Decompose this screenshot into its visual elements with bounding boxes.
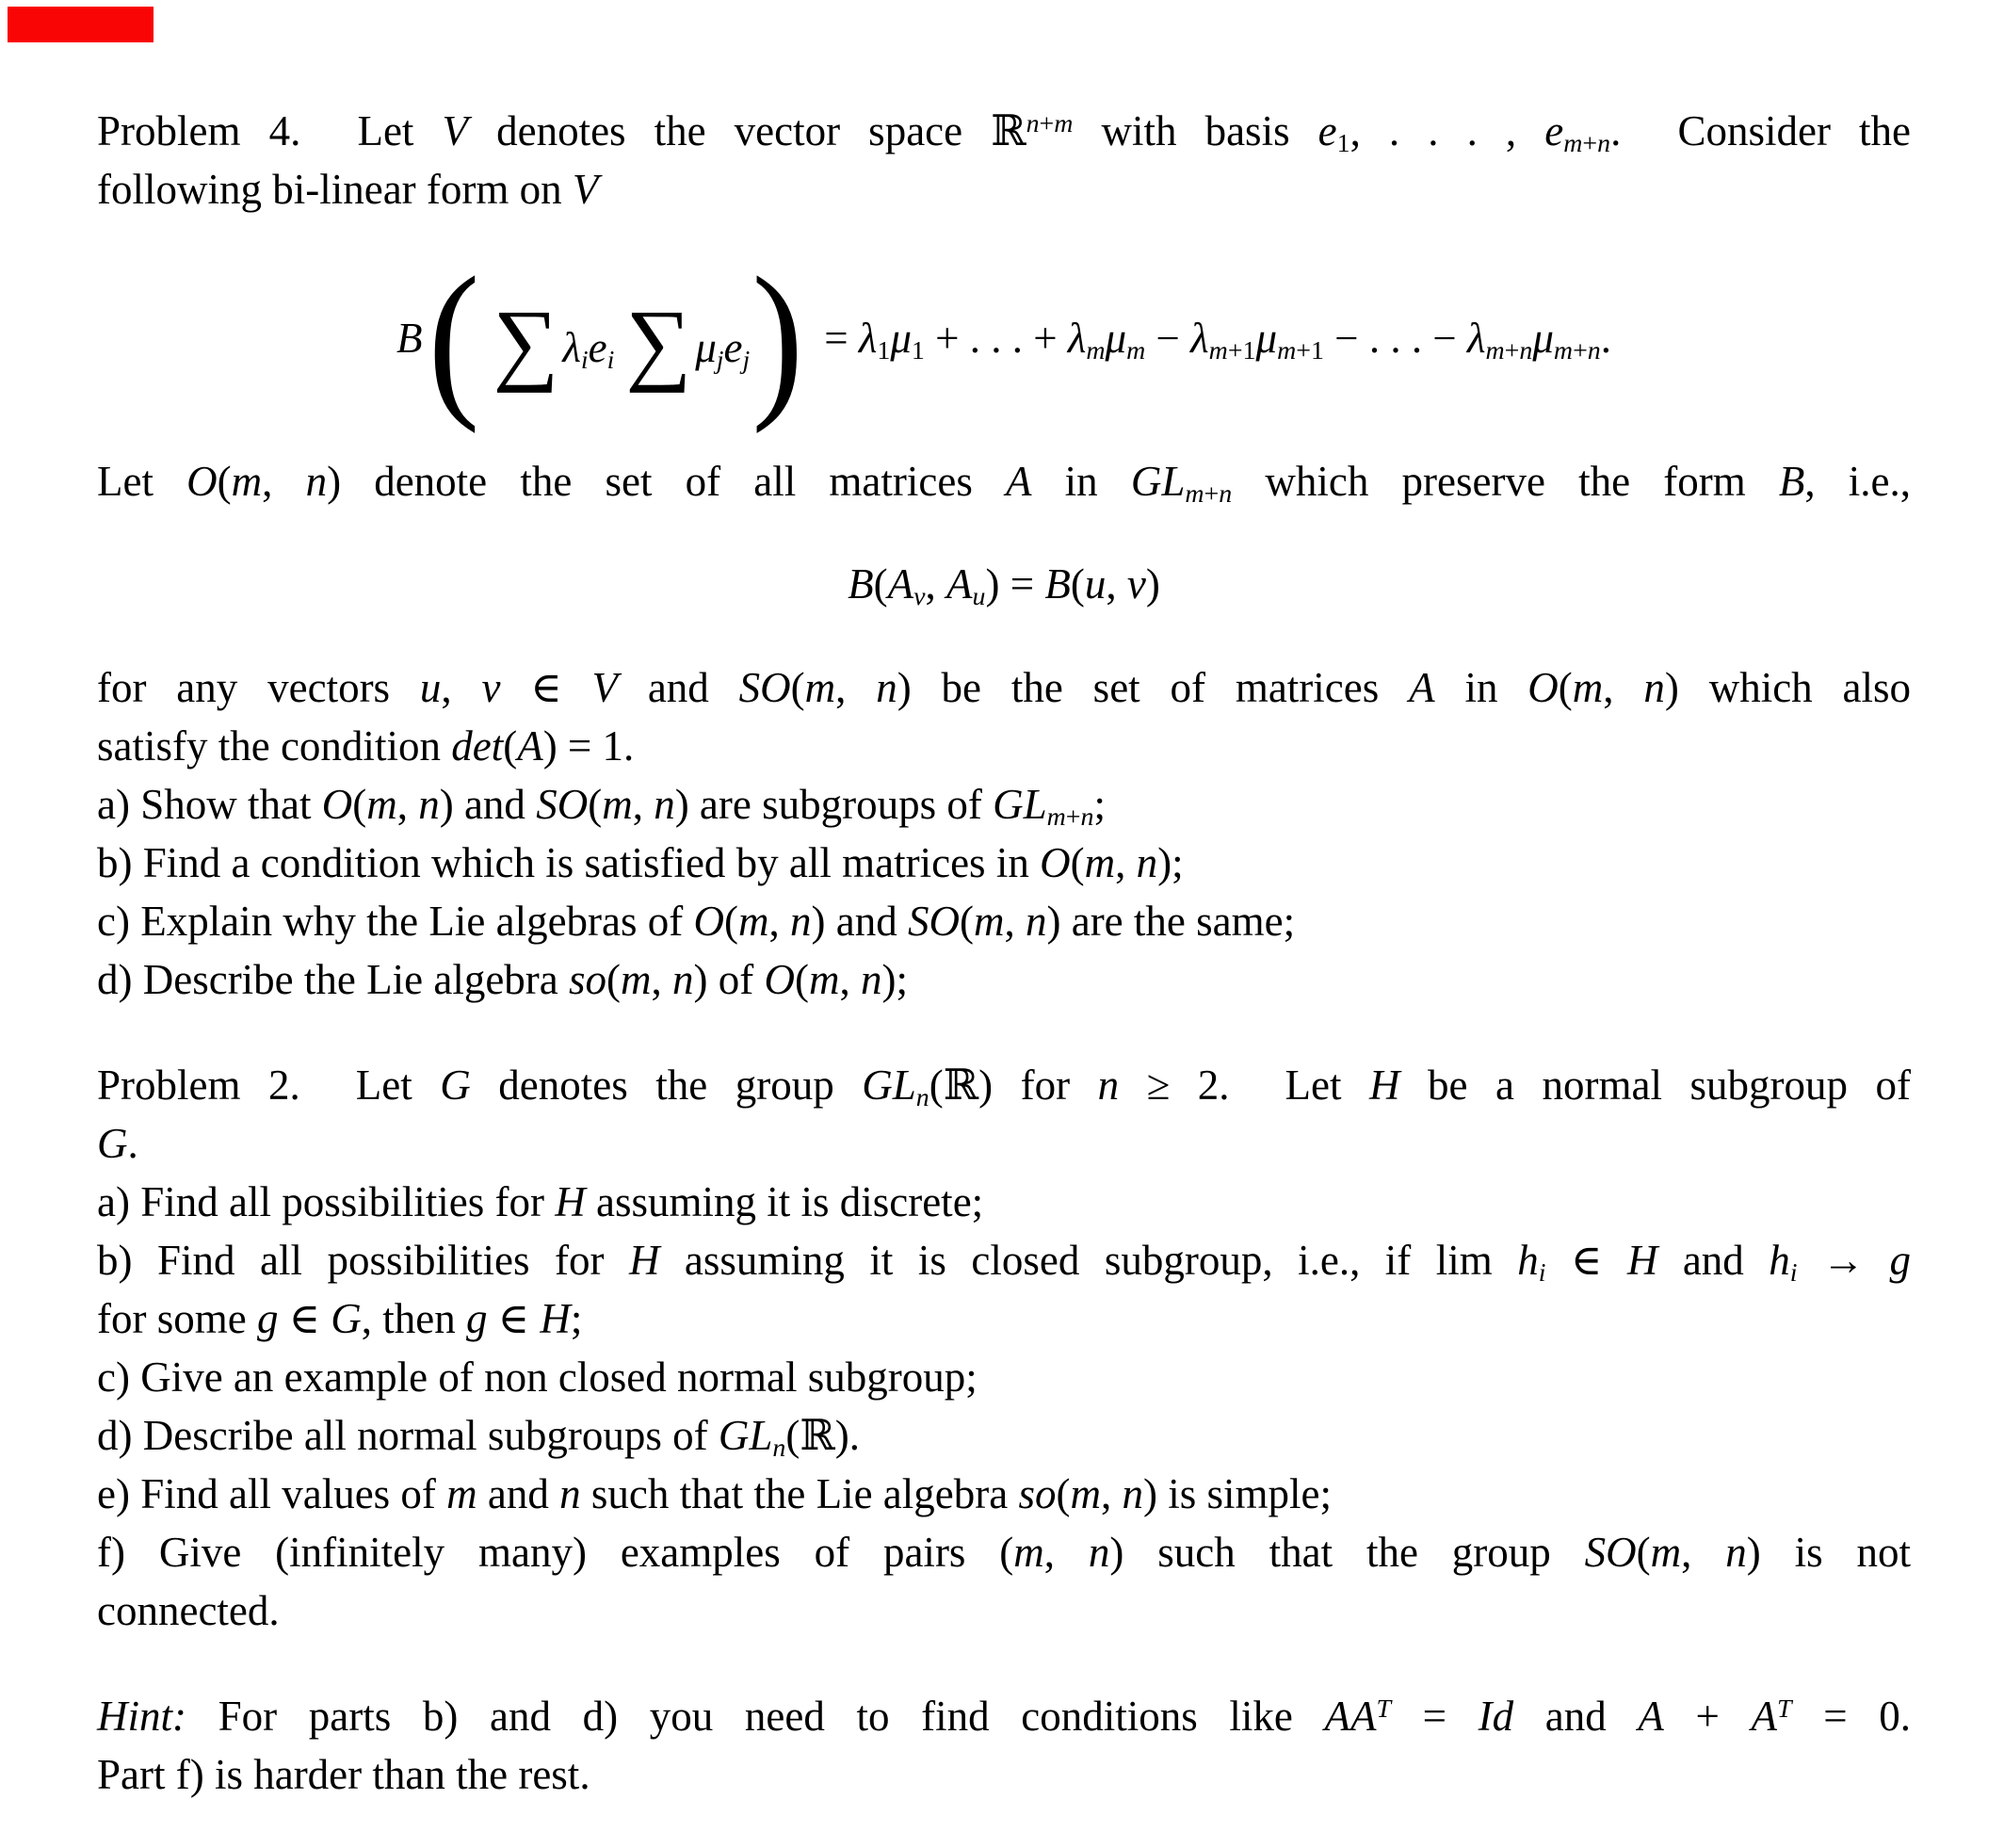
- problem2-item-f-line1: f) Give (infinitely many) examples of pairs (m, n) such that the group SO(m, n) is not: [97, 1529, 1912, 1576]
- problem2-item-c: c) Give an example of non closed normal subgroup;: [97, 1354, 978, 1401]
- hint-line1: Hint: For parts b) and d) you need to find conditions like $AA^T = Id$ and $A + A^T = 0$.: [97, 1693, 1911, 1740]
- big-open-paren: (: [428, 240, 480, 434]
- problem4-omn-line: Let O(m, n) denote the set of all matrices A in $GL_{m+n}$ which preserve the form B, i.e.,: [97, 458, 1912, 509]
- problem2-item-e: e) Find all values of m and n such that the Lie algebra so(m, n) is simple;: [97, 1470, 1332, 1517]
- problem4-item-b: b) Find a condition which is satisfied by all matrices in O(m, n);: [97, 839, 1184, 886]
- problem2-intro-line1: Problem 2. Let G denotes the group $GL_n(ℝ)$ for n ≥ 2. Let H be a normal subgroup of: [97, 1062, 1911, 1112]
- problem4-item-a: a) Show that O(m, n) and SO(m, n) are subgroups of $GL_{m+n}$;: [97, 781, 1106, 832]
- problem2-item-f-line2: connected.: [97, 1587, 280, 1634]
- problem2-item-b-line2: for some g ∈ G, then g ∈ H;: [97, 1295, 583, 1342]
- sum2-terms: $\mu_je_j$: [695, 324, 751, 375]
- equation-B: B: [396, 315, 423, 362]
- problem4-forany-line1: for any vectors u, v ∈ V and SO(m, n) be the set of matrices A in O(m, n) which also: [97, 664, 1912, 711]
- sum1-terms: $\lambda_ie_i$: [562, 324, 615, 375]
- big-close-paren: ): [752, 240, 804, 434]
- problem4-intro-line1: Problem 4. Let V denotes the vector space ℝ$^{n+m}$ with basis $e_1$, . . . , $e_{m+n}$. Consider the: [97, 107, 1911, 158]
- problem4-item-d: d) Describe the Lie algebra so(m, n) of O(m, n);: [97, 956, 908, 1003]
- problem4-forany-line2: satisfy the condition det(A) = 1.: [97, 722, 635, 770]
- preserve-form-equation: $B(A_v$, $A_u) = B(u$, v): [848, 560, 1160, 611]
- problem2-item-a: a) Find all possibilities for H assuming it is discrete;: [97, 1178, 984, 1225]
- bilinear-form-equation: B ( ∑ $\lambda_ie_i$ ∑ $\mu_je_j$ ) = $\lambda_1\mu_1$ + . . . + $\lambda_m\mu_m - \lambda_{m+1}\mu_{m+1}$ − . . . − $\lambda_{m+n}\mu_{m+n}$.: [396, 240, 1611, 434]
- red-banner-fragment: [8, 7, 154, 42]
- document-content: [97, 102, 1911, 1804]
- problem2-intro-line2: G.: [97, 1120, 138, 1167]
- problem2-item-d: d) Describe all normal subgroups of $GL_n(ℝ)$.: [97, 1412, 860, 1463]
- equation-rhs: = $\lambda_1\mu_1$ + . . . + $\lambda_m\mu_m - \lambda_{m+1}\mu_{m+1}$ − . . . − $\lambda_{m+n}\mu_{m+n}$.: [824, 315, 1611, 365]
- problem4-intro-line2: following bi-linear form on V: [97, 166, 599, 213]
- problem4-item-c: c) Explain why the Lie algebras of O(m, n) and SO(m, n) are the same;: [97, 898, 1296, 945]
- hint-line2: Part f) is harder than the rest.: [97, 1751, 590, 1798]
- problem2-item-b-line1: b) Find all possibilities for H assuming it is closed subgroup, i.e., if $\lim h_i$ ∈ H and $h_i \to g$: [97, 1237, 1912, 1288]
